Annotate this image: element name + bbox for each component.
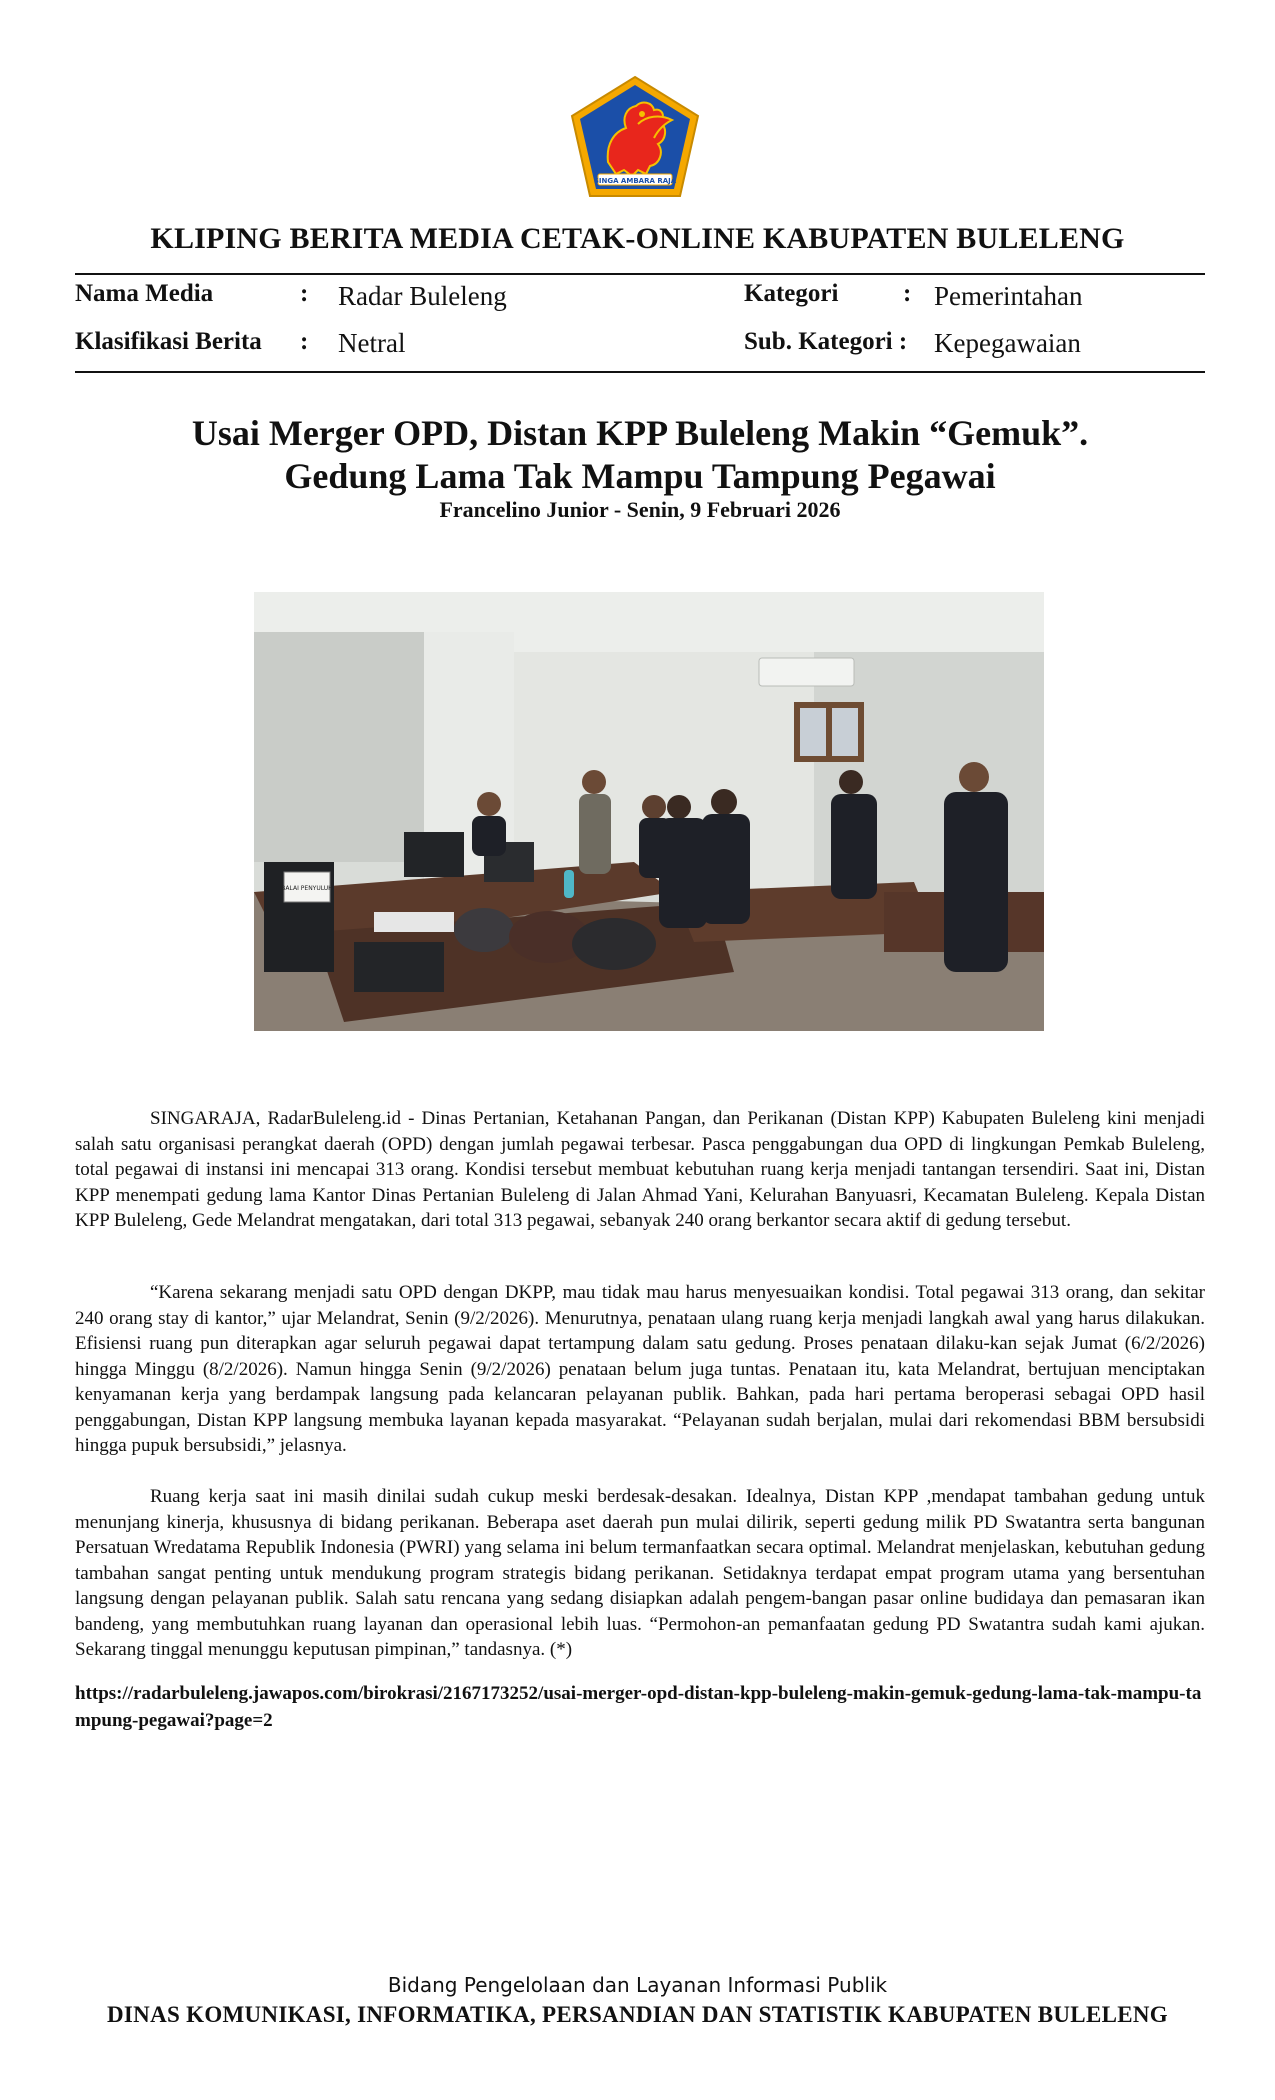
top-divider bbox=[75, 273, 1205, 275]
page-title: KLIPING BERITA MEDIA CETAK-ONLINE KABUPATEN BULELENG bbox=[150, 222, 1125, 255]
photo-sign-text: BALAI PENYULUH bbox=[281, 885, 333, 892]
klasifikasi-label: Klasifikasi Berita bbox=[75, 328, 262, 355]
media-colon: : bbox=[300, 280, 309, 307]
article-paragraph-3: Ruang kerja saat ini masih dinilai sudah cukup meski berdesak-desakan. Idealnya, Distan KPP ,mendapat tambahan gedung untuk menunjang kinerja, khususnya di bidang perikanan. Beberapa aset daerah pun mulai dilirik, seperti gedung milik PD Swatantra serta bangunan Persatuan Wredatama Republik Indonesia (PWRI) yang selama ini belum termanfaatkan secara optimal. Melandrat menjelaskan, kebutuhan gedung tambahan sangat penting untuk mendukung program strategis bidang perikanan. Setidaknya terdapat empat program utama yang bersentuhan langsung dengan pelayanan publik. Salah satu rencana yang sedang disiapkan adalah pengem-bangan pasar online budidaya dan pemasaran ikan bandeng, yang membutuhkan ruang layanan dan operasional lebih luas. “Permohon-an pemanfaatan gedung PD Swatantra sudah kami ajukan. Sekarang tinggal menunggu keputusan pimpinan,” tandasnya. (*) bbox=[75, 1486, 1205, 1660]
kategori-colon: : bbox=[903, 280, 912, 307]
subkategori-label: Sub. Kategori : bbox=[744, 328, 908, 355]
kategori-value: Pemerintahan bbox=[934, 281, 1083, 311]
media-label: Nama Media bbox=[75, 280, 214, 307]
article-byline: Francelino Junior - Senin, 9 Februari 2026 bbox=[439, 497, 841, 522]
footer-agency: DINAS KOMUNIKASI, INFORMATIKA, PERSANDIAN DAN STATISTIK KABUPATEN BULELENG bbox=[107, 2002, 1168, 2027]
article-paragraph-1: SINGARAJA, RadarBuleleng.id - Dinas Pertanian, Ketahanan Pangan, dan Perikanan (Distan KPP) Kabupaten Buleleng kini menjadi salah satu organisasi perangkat daerah (OPD) dengan jumlah pegawai terbesar. Pasca penggabungan dua OPD di lingkungan Pemkab Buleleng, total pegawai di instansi ini mencapai 313 orang. Kondisi tersebut membuat kebutuhan ruang kerja menjadi tantangan tersendiri. Saat ini, Distan KPP menempati gedung lama Kantor Dinas Pertanian Buleleng di Jalan Ahmad Yani, Kelurahan Banyuasri, Kecamatan Buleleng. Kepala Distan KPP Buleleng, Gede Melandrat mengatakan, dari total 313 pegawai, sebanyak 240 orang berkantor secara aktif di gedung tersebut. bbox=[75, 1108, 1205, 1231]
article-title-line2: Gedung Lama Tak Mampu Tampung Pegawai bbox=[284, 456, 996, 496]
singa-ambara-raja-emblem-icon bbox=[568, 74, 702, 200]
media-value: Radar Buleleng bbox=[338, 281, 507, 311]
bottom-divider bbox=[75, 371, 1205, 373]
klasifikasi-value: Netral bbox=[338, 328, 406, 358]
footer-department: Bidang Pengelolaan dan Layanan Informasi Publik bbox=[387, 1973, 888, 1997]
klasifikasi-colon: : bbox=[300, 328, 309, 355]
subkategori-value: Kepegawaian bbox=[934, 328, 1081, 358]
office-room-photo bbox=[254, 592, 1044, 1031]
article-paragraph-2: “Karena sekarang menjadi satu OPD dengan DKPP, mau tidak mau harus menyesuaikan kondisi. Total pegawai 313 orang, dan sekitar 240 orang stay di kantor,” ujar Melandrat, Senin (9/2/2026). Menurutnya, penataan ulang ruang kerja menjadi langkah awal yang harus dilakukan. Efisiensi ruang pun diterapkan agar seluruh pegawai dapat tertampung dalam satu gedung. Proses penataan dilaku-kan sejak Jumat (6/2/2026) hingga Minggu (8/2/2026). Namun hingga Senin (9/2/2026) penataan belum juga tuntas. Penataan itu, kata Melandrat, bertujuan menciptakan kenyamanan kerja yang berdampak langsung pada kelancaran pelayanan publik. Bahkan, pada hari pertama beroperasi sebagai OPD hasil penggabungan, Distan KPP langsung membuka layanan kepada masyarakat. “Pelayanan sudah berjalan, mulai dari rekomendasi BBM bersubsidi hingga pupuk bersubsidi,” jelasnya. bbox=[75, 1282, 1205, 1456]
source-url-link[interactable]: https://radarbuleleng.jawapos.com/birokrasi/2167173252/usai-merger-opd-distan-kpp-buleleng-makin-gemuk-gedung-lama-tak-mampu-tampung-pegawai?page=2 bbox=[75, 1683, 1202, 1731]
kategori-label: Kategori bbox=[744, 280, 839, 307]
logo-text: SINGA AMBARA RAJA bbox=[593, 177, 677, 185]
article-title-line1: Usai Merger OPD, Distan KPP Buleleng Makin “Gemuk”. bbox=[191, 413, 1089, 453]
